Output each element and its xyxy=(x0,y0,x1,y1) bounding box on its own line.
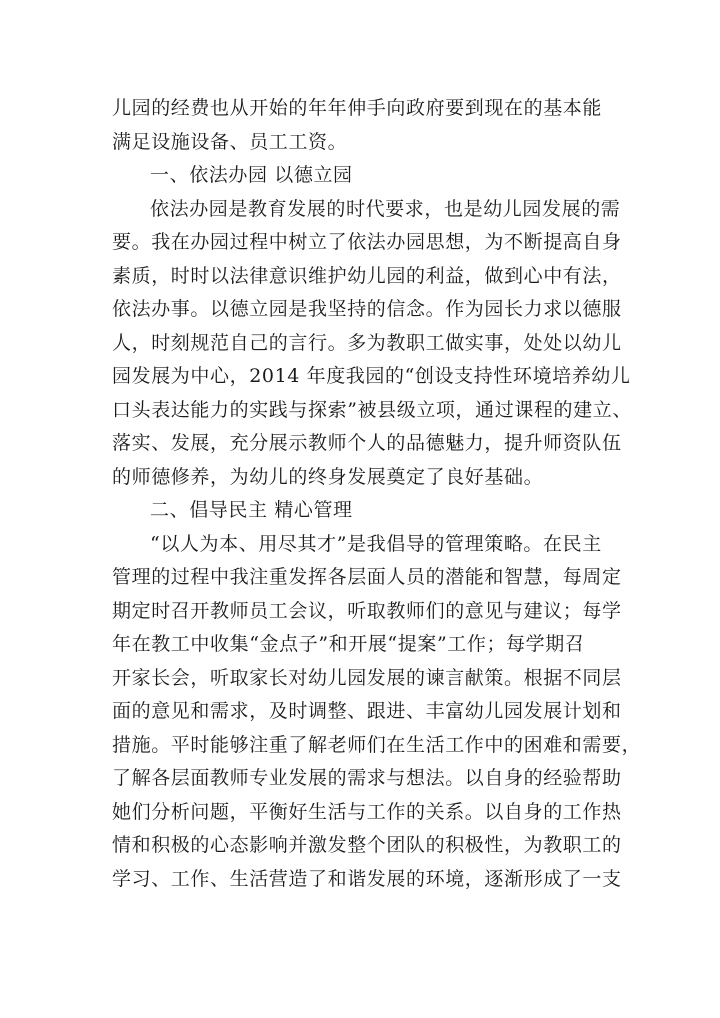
text-line: 人，时刻规范自己的言行。多为教职工做实事，处处以幼儿 xyxy=(112,331,622,354)
text-line: “以人为本、用尽其才”是我倡导的管理策略。在民主 xyxy=(150,532,602,555)
text-line: 园发展为中心，2014 年度我园的“创设支持性环境培养幼儿 xyxy=(112,365,631,387)
text-line: 落实、发展，充分展示教师个人的品德魅力，提升师资队伍 xyxy=(112,432,622,454)
text-line: 学习、工作、生活营造了和谐发展的环境，逐渐形成了一支 xyxy=(112,867,622,890)
text-line: 满足设施设备、员工工资。 xyxy=(112,130,348,153)
text-line: 年在教工中收集“金点子”和开展“提案”工作；每学期召 xyxy=(112,633,585,655)
text-line: 了解各层面教师专业发展的需求与想法。以自身的经验帮助 xyxy=(112,767,622,789)
text-line: 开家长会，听取家长对幼儿园发展的谏言献策。根据不同层 xyxy=(112,666,622,689)
text-line: 的师德修养，为幼儿的终身发展奠定了良好基础。 xyxy=(112,465,544,488)
text-line: 要。我在办园过程中树立了依法办园思想，为不断提高自身 xyxy=(112,231,622,253)
text-line: 依法办事。以德立园是我坚持的信念。作为园长力求以德服 xyxy=(112,298,622,320)
text-line: 情和积极的心态影响并激发整个团队的积极性，为教职工的 xyxy=(112,834,622,856)
text-line: 口头表达能力的实践与探索”被县级立项，通过课程的建立、 xyxy=(112,398,632,421)
text-line: 二、倡导民主 精心管理 xyxy=(150,499,353,521)
text-line: 期定时召开教师员工会议，听取教师们的意见与建议；每学 xyxy=(112,599,622,622)
text-line: 依法办园是教育发展的时代要求，也是幼儿园发展的需 xyxy=(150,197,621,220)
text-line: 她们分析问题，平衡好生活与工作的关系。以自身的工作热 xyxy=(112,800,622,823)
document-body xyxy=(112,92,642,896)
text-line: 措施。平时能够注重了解老师们在生活工作中的困难和需要， xyxy=(112,733,642,756)
text-line: 一、依法办园 以德立园 xyxy=(150,164,353,186)
text-line: 管理的过程中我注重发挥各层面人员的潜能和智慧，每周定 xyxy=(112,566,622,588)
text-line: 面的意见和需求，及时调整、跟进、丰富幼儿园发展计划和 xyxy=(112,700,622,722)
text-line: 素质，时时以法律意识维护幼儿园的利益，做到心中有法， xyxy=(112,264,622,287)
text-line: 儿园的经费也从开始的年年伸手向政府要到现在的基本能 xyxy=(112,97,603,119)
